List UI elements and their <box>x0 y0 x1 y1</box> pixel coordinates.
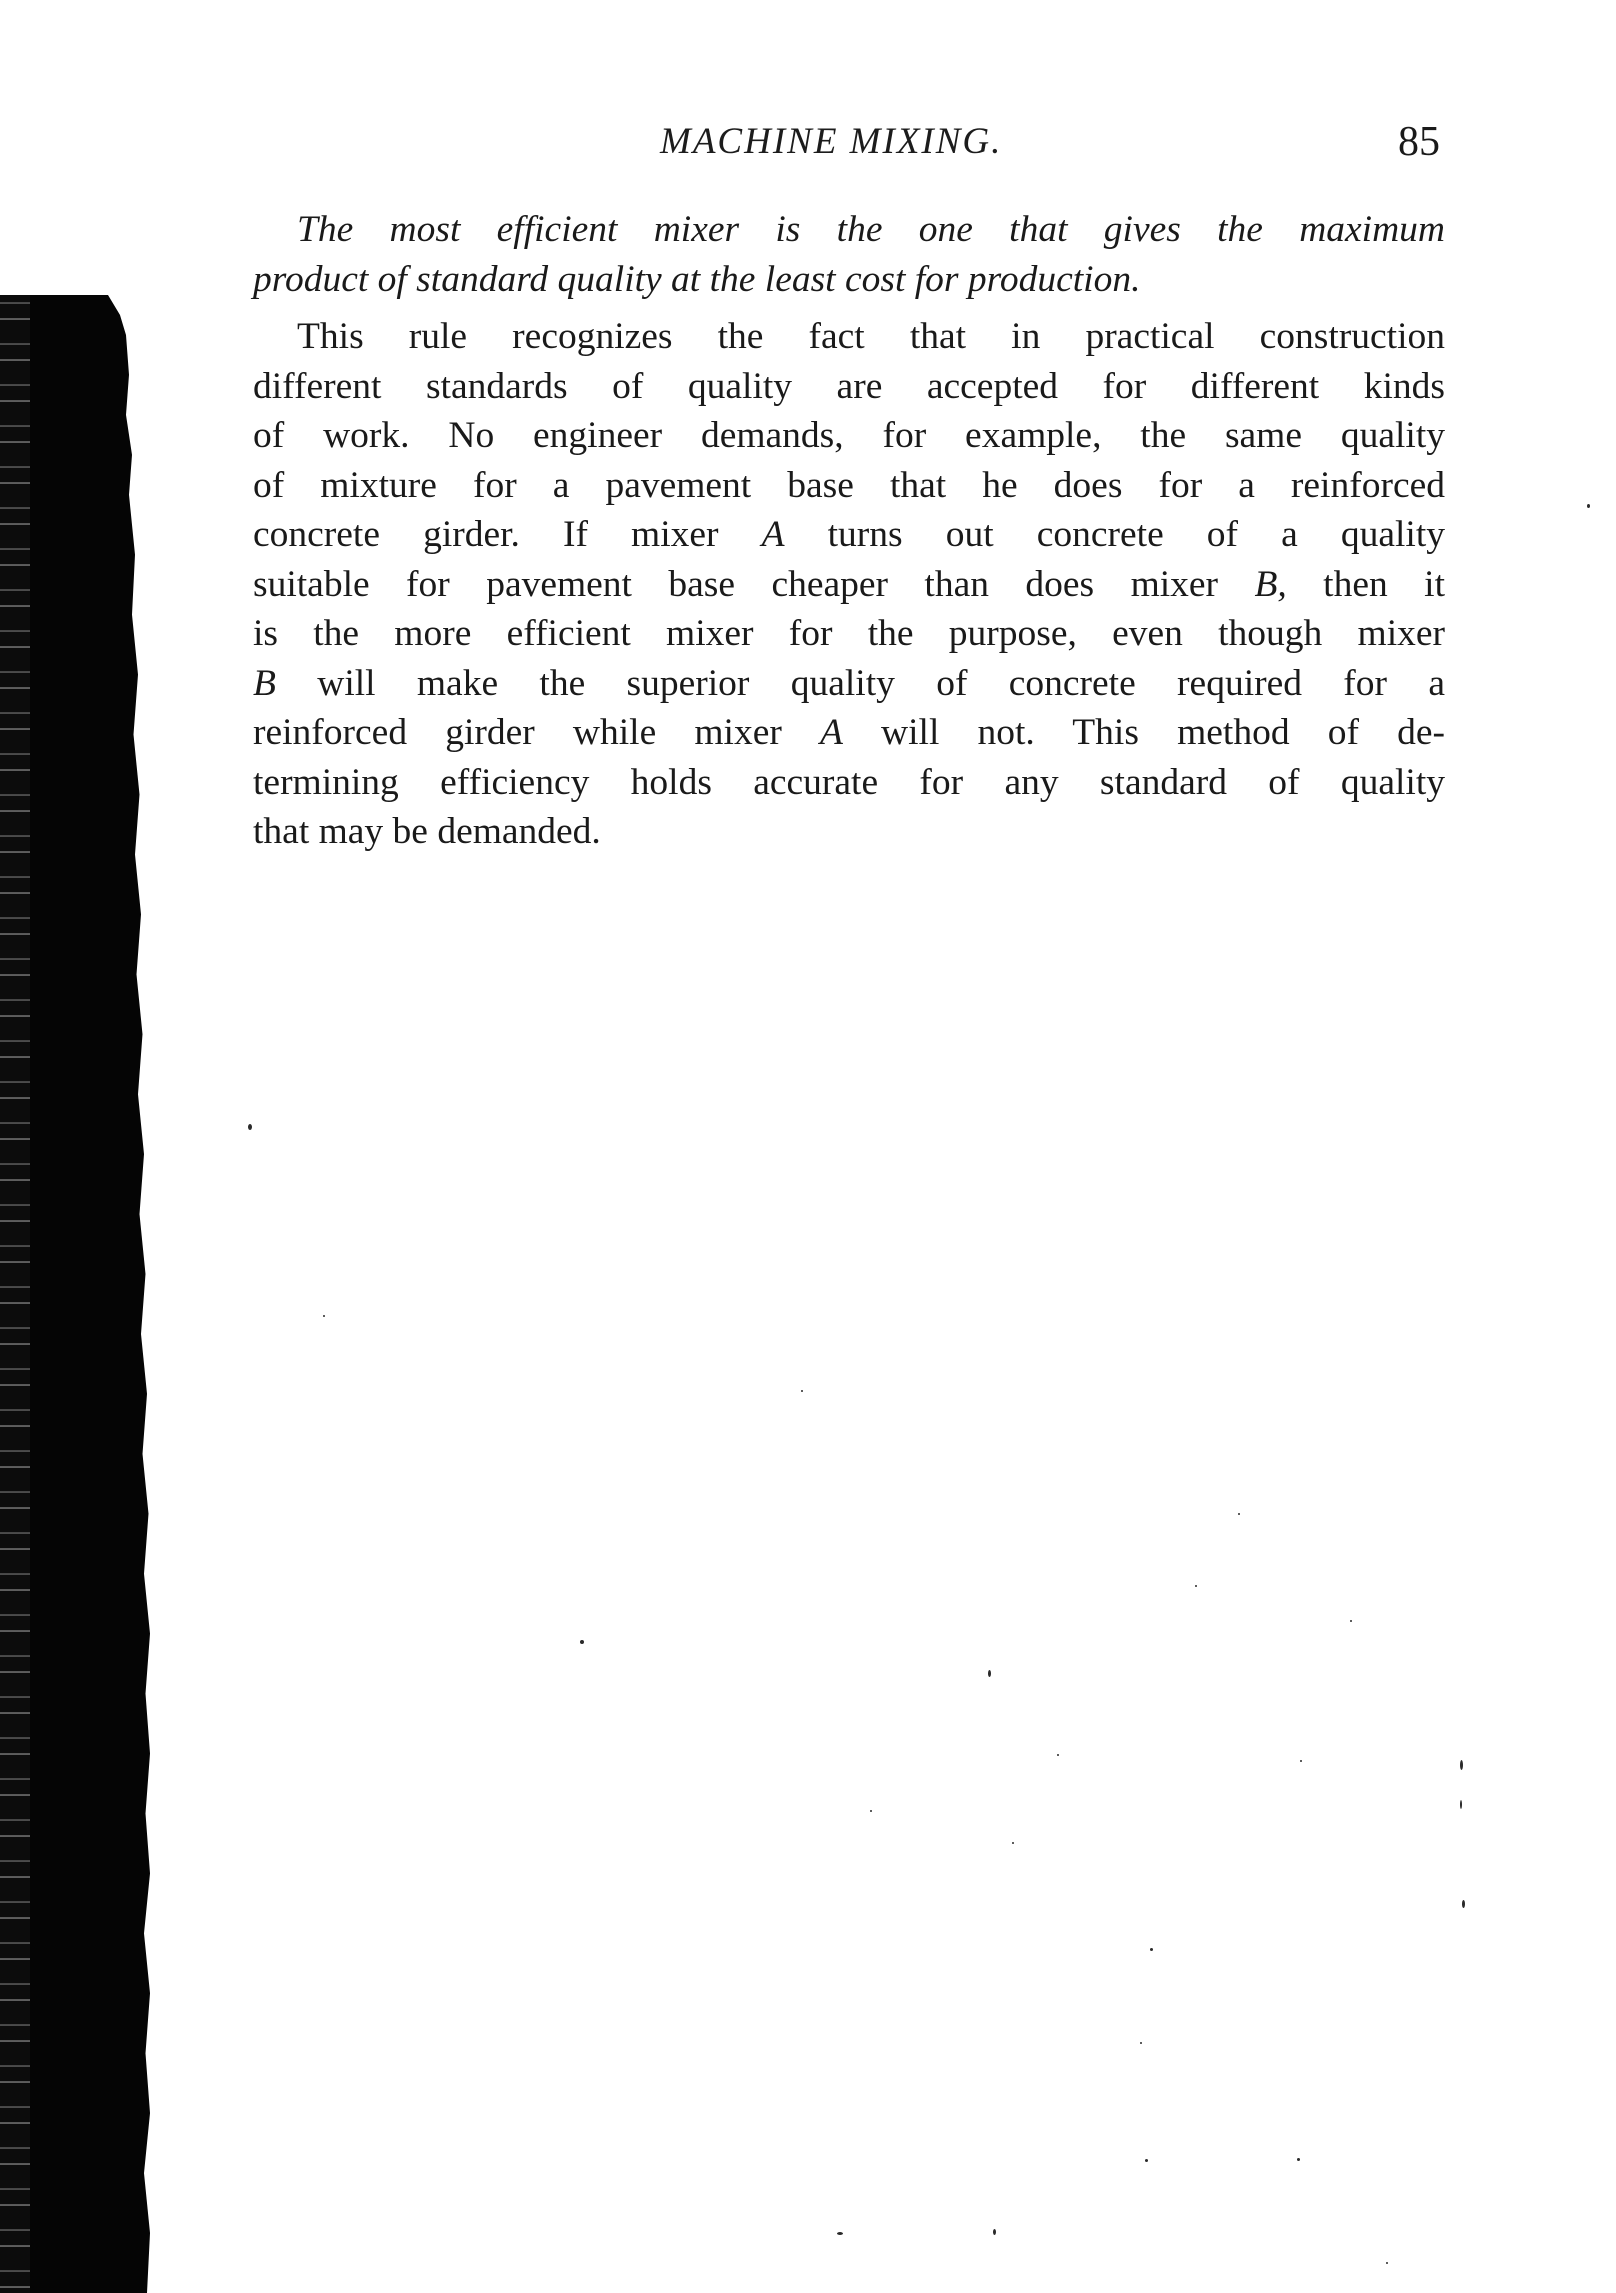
scan-speck <box>1195 1585 1197 1587</box>
mixer-variable: B, <box>1254 563 1287 605</box>
scan-speck <box>1386 2262 1388 2264</box>
scan-speck <box>1460 1800 1462 1809</box>
scan-speck <box>1297 2158 1300 2161</box>
scan-speck <box>988 1670 991 1677</box>
rule-line: The most efficient mixer is the one that gives the maximum <box>297 209 1445 250</box>
paragraph-gap <box>253 304 1445 312</box>
line-text: turns out concrete of a quality <box>784 514 1445 555</box>
scan-speck <box>1587 504 1590 508</box>
line-text: suitable for pavement base cheaper than does mixer <box>253 563 1255 605</box>
line-text: concrete girder. If mixer <box>253 514 762 555</box>
scan-speck <box>1145 2159 1148 2162</box>
binding-edge-texture <box>0 295 30 2293</box>
page-body <box>253 205 1445 857</box>
scan-speck <box>248 1124 252 1130</box>
line-text: then it <box>1286 563 1445 605</box>
scan-speck <box>580 1640 584 1644</box>
page-number: 85 <box>1398 119 1440 165</box>
scan-speck <box>993 2229 996 2235</box>
scan-speck <box>1012 1842 1014 1844</box>
paragraph-line: different standards of quality are accepted for different kinds <box>253 365 1445 407</box>
paragraph-line: of work. No engineer demands, for example, the same quality <box>253 415 1445 456</box>
line-text: will make the superior quality of concrete required for a <box>275 662 1445 704</box>
scan-speck <box>1238 1513 1240 1515</box>
mixer-variable: A <box>819 712 843 753</box>
rule-statement <box>253 205 1445 304</box>
scan-speck <box>1057 1754 1059 1756</box>
scan-speck <box>837 2232 843 2235</box>
paragraph-line <box>253 659 1445 709</box>
line-text: will not. This method of de- <box>842 712 1445 753</box>
body-paragraph <box>253 312 1445 857</box>
mixer-variable: A <box>761 514 785 555</box>
scan-speck <box>1460 1760 1463 1770</box>
scan-speck <box>1140 2042 1142 2044</box>
scan-speck <box>1150 1948 1153 1951</box>
paragraph-line: termining efficiency holds accurate for any standard of quality <box>253 761 1445 803</box>
scan-speck <box>870 1810 872 1812</box>
running-head: MACHINE MIXING. <box>660 121 1003 162</box>
rule-line: product of standard quality at the least cost for production. <box>253 258 1141 300</box>
scan-speck <box>1300 1760 1302 1762</box>
scan-speck <box>323 1315 325 1317</box>
paragraph-line: of mixture for a pavement base that he does for a reinforced <box>253 464 1445 506</box>
mixer-variable: B <box>253 662 276 704</box>
line-text: reinforced girder while mixer <box>253 712 820 753</box>
paragraph-line <box>253 708 1445 758</box>
paragraph-line <box>253 560 1445 610</box>
paragraph-line: that may be demanded. <box>253 811 601 852</box>
scan-speck <box>1462 1900 1465 1908</box>
scan-speck <box>1350 1620 1352 1622</box>
paragraph-line: This rule recognizes the fact that in practical construction <box>297 316 1445 357</box>
paragraph-line: is the more efficient mixer for the purpose, even though mixer <box>253 613 1445 654</box>
paragraph-line <box>253 510 1445 560</box>
scan-speck <box>801 1390 803 1392</box>
